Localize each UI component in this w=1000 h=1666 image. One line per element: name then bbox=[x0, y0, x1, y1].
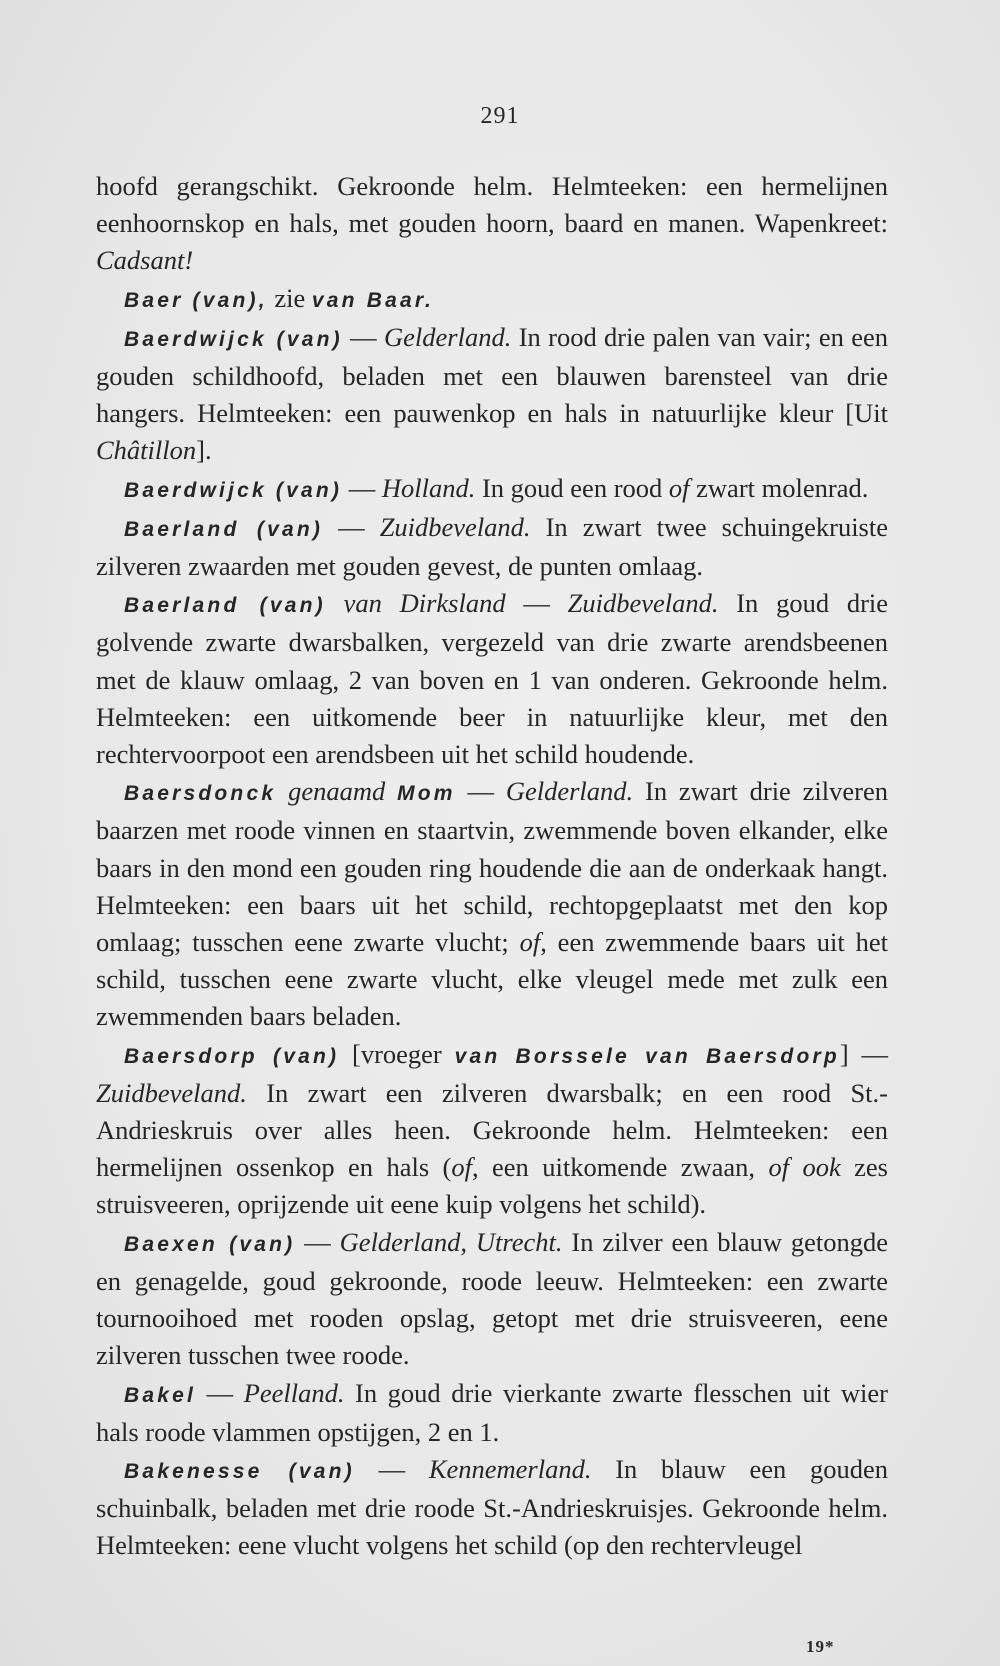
body-text: — bbox=[295, 1226, 340, 1257]
entry-heading: Mom bbox=[397, 782, 456, 806]
entry-paragraph bbox=[96, 1451, 888, 1565]
page-number: 291 bbox=[480, 103, 520, 129]
italic-text: Gelderland. bbox=[505, 776, 634, 807]
body-text: In zwart twee schuingekruiste zilveren zwaarden met gouden gevest, de punten omlaag. bbox=[96, 511, 888, 582]
body-text bbox=[326, 588, 344, 618]
body-text: ]. bbox=[196, 435, 212, 466]
entry-heading: Bakenesse (van) bbox=[124, 1459, 355, 1483]
body-text: — bbox=[455, 776, 506, 807]
body-text: — bbox=[196, 1377, 244, 1408]
body-text: zie bbox=[267, 282, 312, 313]
italic-text: Holland. bbox=[381, 472, 476, 503]
body-text: In blauw een gouden schuinbalk, beladen met drie roode St.-Andrieskruisjes. Gekroonde helm. Helmteeken: eene vlucht volgens het schild (op den rechtervleugel bbox=[96, 1453, 888, 1561]
body-text: — bbox=[354, 1453, 429, 1484]
entry-paragraph bbox=[96, 1224, 888, 1375]
body-text: In zwart drie zilveren baarzen met roode vinnen en staartvin, zwemmende boven elkander, elke baars in den mond een gouden ring houdende die aan de onderkaak hangt. Helmteeken: een baars uit het schild, rechtopgeplaatst met den kop omlaag; tusschen eene zwarte vlucht; bbox=[96, 776, 888, 958]
italic-text: Cadsant! bbox=[96, 245, 194, 276]
page-text bbox=[96, 168, 888, 1565]
entry-heading: Baexen (van) bbox=[124, 1232, 296, 1256]
body-text: , een zwemmende baars uit het schild, tusschen eene zwarte vlucht, elke vleugel mede met zulk een zwemmenden baars beladen. bbox=[96, 927, 889, 1032]
entry-heading: van Baar. bbox=[311, 288, 435, 312]
italic-text: of ook bbox=[768, 1152, 841, 1183]
body-text: hoofd gerangschikt. Gekroonde helm. Helmteeken: een hermelijnen eenhoornskop en hals, met gouden hoorn, baard en manen. Wapenkreet: bbox=[96, 171, 888, 239]
entry-paragraph bbox=[96, 1375, 888, 1451]
entry-heading: Baer (van), bbox=[124, 288, 268, 312]
italic-text: of bbox=[668, 472, 690, 503]
italic-text: Gelderland. bbox=[384, 321, 512, 352]
body-text: zwart molenrad. bbox=[689, 472, 869, 503]
entry-heading: Baerdwijck (van) bbox=[124, 478, 343, 502]
entry-paragraph bbox=[96, 585, 888, 773]
body-text: [vroeger bbox=[339, 1038, 455, 1069]
body-text: — bbox=[505, 588, 568, 619]
body-text: In zwart een zilveren dwarsbalk; en een rood St.-Andrieskruis over alles heen. Gekroonde helm. Helmteeken: een hermelijnen ossenkop en hals ( bbox=[96, 1077, 888, 1183]
entry-heading: Baersdorp (van) bbox=[124, 1044, 340, 1068]
body-text: In zilver een blauw getongde en genagelde, goud gekroonde, roode leeuw. Helmteeken: een zwarte tournooihoed met rooden opslag, getopt met drie struisveeren, eene zilveren tusschen twee roode. bbox=[96, 1226, 888, 1371]
signature-mark: 19* bbox=[806, 1637, 835, 1656]
entry-heading: Baerland (van) bbox=[124, 594, 326, 618]
body-text bbox=[276, 776, 288, 806]
body-text: , een uitkomende zwaan, bbox=[472, 1152, 769, 1183]
italic-text: Gelderland, Utrecht. bbox=[339, 1226, 563, 1257]
entry-heading: Baersdonck bbox=[124, 782, 277, 806]
italic-text: genaamd bbox=[288, 776, 386, 807]
body-text: ] — bbox=[839, 1038, 889, 1069]
body-text: — bbox=[323, 511, 380, 542]
entry-paragraph bbox=[96, 773, 888, 1035]
body-text: In goud drie golvende zwarte dwarsbalken, vergezeld van drie zwarte arendsbeenen met de klauw omlaag, 2 van boven en 1 van onderen. Gekroonde helm. Helmteeken: een uitkomende beer in natuurlijke kleur, met den rechtervoorpoot een arendsbeen uit het schild houdende. bbox=[96, 588, 889, 770]
entry-paragraph bbox=[96, 1036, 888, 1224]
italic-text: Zuidbeveland. bbox=[96, 1077, 247, 1108]
body-text bbox=[385, 776, 397, 806]
entry-paragraph bbox=[96, 319, 888, 470]
entry-paragraph bbox=[96, 168, 888, 280]
body-text: — bbox=[342, 321, 385, 352]
italic-text: Zuidbeveland. bbox=[379, 511, 531, 542]
entry-heading: van Borssele van Baersdorp bbox=[454, 1044, 840, 1068]
italic-text: of bbox=[451, 1152, 472, 1183]
body-text: zes struisveeren, oprijzende uit eene kuip volgens het schild). bbox=[96, 1152, 888, 1220]
entry-heading: Baerland (van) bbox=[124, 517, 324, 541]
italic-text: van Dirksland bbox=[343, 588, 506, 619]
entry-heading: Bakel bbox=[124, 1383, 197, 1407]
entry-heading: Baerdwijck (van) bbox=[124, 327, 343, 351]
body-text: In goud drie vierkante zwarte flesschen uit wier hals roode vlammen opstijgen, 2 en 1. bbox=[96, 1377, 888, 1447]
body-text: In goud een rood bbox=[475, 472, 669, 503]
entry-paragraph bbox=[96, 470, 888, 509]
entry-paragraph bbox=[96, 280, 888, 319]
entry-paragraph bbox=[96, 509, 888, 585]
italic-text: of bbox=[519, 927, 541, 958]
body-text: — bbox=[342, 472, 382, 503]
italic-text: Kennemerland. bbox=[428, 1453, 592, 1484]
body-text: In rood drie palen van vair; en een gouden schildhoofd, beladen met een blauwen barensteel van drie hangers. Helmteeken: een pauwenkop en hals in natuurlijke kleur [Uit bbox=[96, 321, 888, 429]
italic-text: Châtillon bbox=[96, 435, 197, 466]
italic-text: Peelland. bbox=[243, 1377, 345, 1408]
italic-text: Zuidbeveland. bbox=[567, 588, 719, 619]
